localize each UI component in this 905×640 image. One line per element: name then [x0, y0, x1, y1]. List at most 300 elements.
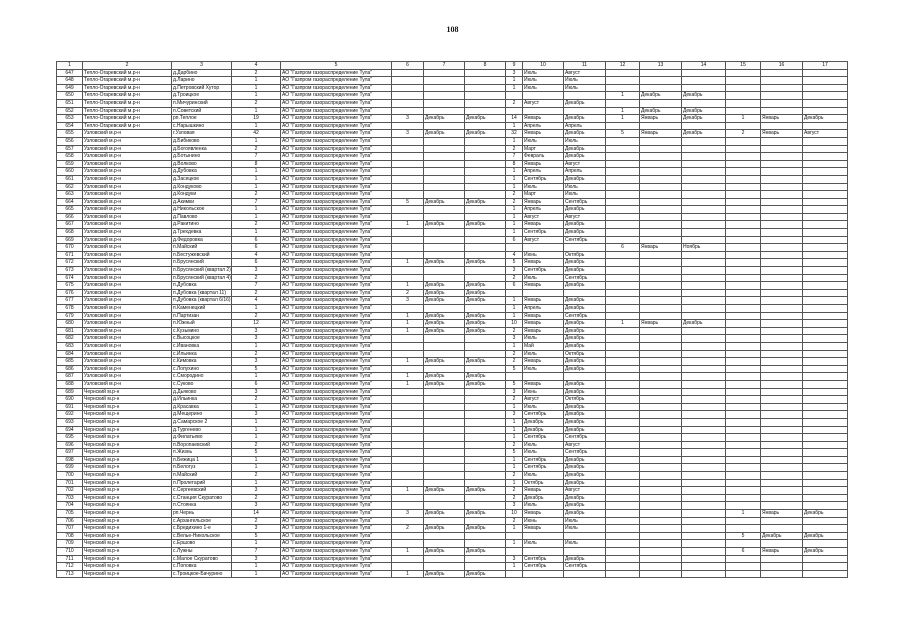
table-cell [682, 297, 726, 305]
table-cell [803, 92, 848, 100]
table-cell [803, 175, 848, 183]
table-cell [506, 244, 523, 252]
table-cell: 705 [57, 510, 83, 518]
table-cell [761, 206, 803, 214]
table-cell [424, 540, 465, 548]
table-cell [726, 426, 761, 434]
table-cell [803, 464, 848, 472]
table-cell: Чернский м.р-н [83, 563, 172, 571]
table-cell [803, 472, 848, 480]
table-cell: 5 [232, 365, 281, 373]
table-cell: 1 [232, 107, 281, 115]
table-cell [726, 236, 761, 244]
table-cell [640, 494, 682, 502]
table-cell [682, 335, 726, 343]
table-cell: 1 [232, 137, 281, 145]
table-cell: АО "Газпром газораспределение Тула" [281, 251, 392, 259]
table-cell: Тепло-Огаревский м.р-н [83, 99, 172, 107]
table-cell: с.Архангельское [172, 517, 232, 525]
table-cell: Июль [523, 449, 564, 457]
table-row [57, 426, 848, 434]
table-cell [761, 411, 803, 419]
table-cell [726, 320, 761, 328]
table-cell: 711 [57, 555, 83, 563]
table-cell: 668 [57, 229, 83, 237]
table-cell [523, 289, 564, 297]
table-cell: д.Троицкое [172, 92, 232, 100]
table-cell [803, 229, 848, 237]
table-cell: 1 [232, 183, 281, 191]
table-cell: г.Узловая [172, 130, 232, 138]
table-cell [392, 411, 424, 419]
table-cell: Сентябрь [564, 563, 606, 571]
table-cell: д.Дубовка [172, 168, 232, 176]
table-cell: с.Кузьмино [172, 327, 232, 335]
table-cell: 673 [57, 267, 83, 275]
table-cell [392, 99, 424, 107]
column-header: 11 [564, 62, 606, 70]
table-cell: п.Белогуз [172, 464, 232, 472]
table-cell: Июль [523, 274, 564, 282]
table-cell: 706 [57, 517, 83, 525]
table-cell: 1 [606, 107, 640, 115]
table-cell: д.Акимки [172, 198, 232, 206]
table-cell [761, 570, 803, 578]
table-cell [761, 297, 803, 305]
table-cell [682, 426, 726, 434]
table-cell: Декабрь [523, 494, 564, 502]
table-cell [640, 168, 682, 176]
table-cell [726, 388, 761, 396]
table-cell: 1 [392, 548, 424, 556]
table-cell: Декабрь [564, 502, 606, 510]
table-cell [392, 441, 424, 449]
table-cell [682, 342, 726, 350]
table-cell: Июль [564, 540, 606, 548]
table-cell: д.Ларино [172, 77, 232, 85]
table-cell [424, 365, 465, 373]
table-cell: АО "Газпром газораспределение Тула" [281, 510, 392, 518]
table-cell [392, 145, 424, 153]
table-cell: АО "Газпром газораспределение Тула" [281, 137, 392, 145]
column-header: 5 [281, 62, 392, 70]
table-cell: Декабрь [564, 267, 606, 275]
table-row [57, 403, 848, 411]
table-cell: 6 [232, 236, 281, 244]
table-cell: 1 [232, 168, 281, 176]
table-cell: Декабрь [465, 320, 506, 328]
table-cell: Июль [523, 350, 564, 358]
table-cell: 3 [232, 411, 281, 419]
table-cell: Сентябрь [523, 456, 564, 464]
table-cell [803, 563, 848, 571]
table-cell: Узловский м.р-н [83, 335, 172, 343]
table-cell [726, 213, 761, 221]
table-cell: Июнь [523, 517, 564, 525]
table-cell [803, 502, 848, 510]
table-cell: 3 [392, 510, 424, 518]
table-cell [465, 153, 506, 161]
table-cell: 666 [57, 213, 83, 221]
table-cell [606, 160, 640, 168]
table-cell: 2 [232, 472, 281, 480]
table-cell [640, 213, 682, 221]
table-cell [564, 244, 606, 252]
table-cell: Январь [523, 297, 564, 305]
table-cell: рп.Теплое [172, 115, 232, 123]
table-cell [682, 563, 726, 571]
table-cell [506, 92, 523, 100]
table-cell [726, 555, 761, 563]
table-cell [523, 570, 564, 578]
table-cell: Чернский м.р-н [83, 411, 172, 419]
table-cell: 3 [392, 115, 424, 123]
table-cell [803, 267, 848, 275]
table-cell: с.Кимовка [172, 358, 232, 366]
table-cell [803, 282, 848, 290]
table-cell [606, 251, 640, 259]
table-cell: 647 [57, 69, 83, 77]
table-row [57, 456, 848, 464]
table-cell [564, 289, 606, 297]
table-cell: 2 [506, 358, 523, 366]
table-cell [761, 259, 803, 267]
table-cell [640, 563, 682, 571]
table-cell: Январь [640, 244, 682, 252]
table-cell: Узловский м.р-н [83, 153, 172, 161]
table-cell: д.Засецкое [172, 175, 232, 183]
table-cell: Декабрь [424, 487, 465, 495]
table-cell [465, 502, 506, 510]
table-cell: Сентябрь [523, 267, 564, 275]
table-cell [682, 153, 726, 161]
table-cell: 1 [606, 92, 640, 100]
table-cell: Декабрь [640, 92, 682, 100]
table-cell [682, 213, 726, 221]
table-cell: Декабрь [424, 282, 465, 290]
table-cell: Чернский м.р-н [83, 487, 172, 495]
table-cell [640, 289, 682, 297]
table-cell: Декабрь [465, 297, 506, 305]
table-cell [682, 358, 726, 366]
table-cell: Декабрь [564, 365, 606, 373]
table-cell [761, 464, 803, 472]
table-cell [726, 251, 761, 259]
table-row [57, 312, 848, 320]
table-cell [803, 191, 848, 199]
table-cell: с.Сергеевский [172, 487, 232, 495]
table-cell: АО "Газпром газораспределение Тула" [281, 92, 392, 100]
table-cell: 1 [506, 175, 523, 183]
table-cell: Чернский м.р-н [83, 464, 172, 472]
table-cell: Тепло-Огаревский м.р-н [83, 122, 172, 130]
table-cell: 690 [57, 396, 83, 404]
table-cell: Декабрь [564, 320, 606, 328]
table-row [57, 449, 848, 457]
table-cell: Январь [523, 130, 564, 138]
table-cell: Декабрь [424, 221, 465, 229]
table-cell [726, 494, 761, 502]
table-cell: Декабрь [803, 510, 848, 518]
table-cell [803, 426, 848, 434]
table-cell [803, 259, 848, 267]
table-cell [606, 487, 640, 495]
table-cell [640, 198, 682, 206]
table-row [57, 388, 848, 396]
table-cell: Январь [523, 380, 564, 388]
table-cell: 6 [606, 244, 640, 252]
table-cell: с.Велье-Никольское [172, 532, 232, 540]
table-cell [803, 540, 848, 548]
table-cell [682, 510, 726, 518]
table-cell: п.Майский [172, 244, 232, 252]
table-cell: 1 [506, 563, 523, 571]
table-cell [606, 373, 640, 381]
table-cell [392, 107, 424, 115]
table-cell [682, 532, 726, 540]
table-cell: 1 [392, 320, 424, 328]
table-cell: Декабрь [682, 320, 726, 328]
table-cell: 2 [506, 191, 523, 199]
table-cell: 702 [57, 487, 83, 495]
table-cell: 1 [506, 312, 523, 320]
table-cell [803, 380, 848, 388]
table-cell: Декабрь [465, 312, 506, 320]
table-cell: 5 [506, 449, 523, 457]
table-cell [803, 517, 848, 525]
column-header: 4 [232, 62, 281, 70]
table-row [57, 191, 848, 199]
column-header: 7 [424, 62, 465, 70]
table-cell: Апрель [523, 305, 564, 313]
table-cell: АО "Газпром газораспределение Тула" [281, 69, 392, 77]
table-cell [640, 373, 682, 381]
table-cell: 648 [57, 77, 83, 85]
table-cell [606, 464, 640, 472]
table-cell: 1 [392, 373, 424, 381]
table-cell: с.Лужны [172, 548, 232, 556]
table-cell: 2 [232, 145, 281, 153]
table-row [57, 221, 848, 229]
table-cell: 693 [57, 418, 83, 426]
table-cell: 2 [232, 441, 281, 449]
table-cell: 7 [232, 282, 281, 290]
table-cell [392, 396, 424, 404]
table-cell [640, 274, 682, 282]
table-cell [465, 403, 506, 411]
table-cell [682, 175, 726, 183]
table-cell: 6 [506, 236, 523, 244]
table-cell: 2 [232, 396, 281, 404]
table-cell [761, 373, 803, 381]
table-cell [392, 244, 424, 252]
table-cell [761, 99, 803, 107]
table-cell [424, 77, 465, 85]
table-cell: 5 [232, 532, 281, 540]
table-cell: АО "Газпром газораспределение Тула" [281, 563, 392, 571]
table-cell [606, 122, 640, 130]
table-cell: Декабрь [564, 380, 606, 388]
table-cell [803, 274, 848, 282]
table-cell [392, 153, 424, 161]
table-cell: Июнь [523, 251, 564, 259]
table-cell: Июль [523, 441, 564, 449]
table-cell [803, 183, 848, 191]
table-cell [682, 540, 726, 548]
table-cell [682, 365, 726, 373]
table-cell [424, 388, 465, 396]
table-cell: Декабрь [465, 221, 506, 229]
table-cell [803, 403, 848, 411]
table-cell [392, 350, 424, 358]
table-cell: 671 [57, 251, 83, 259]
table-cell [726, 380, 761, 388]
table-cell [761, 456, 803, 464]
table-cell [606, 168, 640, 176]
table-cell [682, 449, 726, 457]
table-cell: 679 [57, 312, 83, 320]
table-cell [682, 221, 726, 229]
table-cell [424, 342, 465, 350]
table-cell [424, 494, 465, 502]
table-cell: 1 [232, 464, 281, 472]
table-cell: 5 [606, 130, 640, 138]
table-cell [640, 396, 682, 404]
table-cell: 656 [57, 137, 83, 145]
table-cell: Январь [523, 115, 564, 123]
table-cell [424, 449, 465, 457]
table-cell: п.Брусянский [172, 259, 232, 267]
table-cell [606, 335, 640, 343]
column-header: 10 [523, 62, 564, 70]
table-cell: Январь [523, 358, 564, 366]
table-cell: 695 [57, 434, 83, 442]
table-cell: Август [564, 213, 606, 221]
table-cell: 1 [232, 426, 281, 434]
table-cell: 5 [726, 532, 761, 540]
table-cell: 7 [232, 198, 281, 206]
table-cell [682, 464, 726, 472]
table-cell: Январь [640, 115, 682, 123]
column-header: 6 [392, 62, 424, 70]
table-cell: 655 [57, 130, 83, 138]
table-cell [465, 449, 506, 457]
table-cell [392, 175, 424, 183]
table-cell: 665 [57, 206, 83, 214]
table-cell: Декабрь [564, 411, 606, 419]
table-cell: 14 [506, 115, 523, 123]
table-cell [424, 434, 465, 442]
table-cell: п.Дубовка (квартал 6/16) [173, 297, 231, 304]
table-cell: АО "Газпром газораспределение Тула" [281, 175, 392, 183]
table-cell [523, 373, 564, 381]
table-cell: д.Ботынино [172, 153, 232, 161]
table-cell: 1 [392, 312, 424, 320]
table-cell: 6 [726, 548, 761, 556]
table-row [57, 160, 848, 168]
table-cell: 692 [57, 411, 83, 419]
table-cell [682, 274, 726, 282]
table-cell: 1 [232, 175, 281, 183]
table-cell [726, 297, 761, 305]
table-cell: Декабрь [523, 418, 564, 426]
table-cell: 1 [232, 373, 281, 381]
table-cell [564, 570, 606, 578]
table-cell [803, 107, 848, 115]
table-cell: АО "Газпром газораспределение Тула" [281, 449, 392, 457]
table-cell: 697 [57, 449, 83, 457]
table-cell: 664 [57, 198, 83, 206]
table-cell: 681 [57, 327, 83, 335]
table-cell: 1 [232, 342, 281, 350]
table-cell [761, 327, 803, 335]
table-cell: Январь [761, 510, 803, 518]
table-cell: 1 [506, 213, 523, 221]
table-cell: АО "Газпром газораспределение Тула" [281, 396, 392, 404]
table-cell [640, 153, 682, 161]
table-cell: Тепло-Огаревский м.р-н [83, 84, 172, 92]
table-cell [803, 373, 848, 381]
table-cell [682, 388, 726, 396]
column-header: 15 [726, 62, 761, 70]
table-cell: 654 [57, 122, 83, 130]
table-cell [424, 472, 465, 480]
table-cell [392, 191, 424, 199]
table-row [57, 548, 848, 556]
table-row [57, 297, 848, 305]
table-cell [682, 84, 726, 92]
table-cell [392, 449, 424, 457]
table-cell: Декабрь [424, 320, 465, 328]
table-cell: 3 [232, 502, 281, 510]
table-cell: 1 [506, 525, 523, 533]
table-cell [606, 548, 640, 556]
table-cell [761, 251, 803, 259]
table-cell: 2 [232, 494, 281, 502]
column-header: 8 [465, 62, 506, 70]
table-cell: 2 [506, 517, 523, 525]
table-cell [465, 77, 506, 85]
table-cell: 2 [506, 350, 523, 358]
table-cell [682, 327, 726, 335]
table-cell: 707 [57, 525, 83, 533]
table-cell: п.Каменецкий [172, 305, 232, 313]
table-cell: 2 [726, 130, 761, 138]
table-cell: 3 [232, 525, 281, 533]
table-cell: Сентябрь [523, 229, 564, 237]
table-cell [606, 525, 640, 533]
table-cell: 652 [57, 107, 83, 115]
table-cell [606, 213, 640, 221]
table-cell [424, 206, 465, 214]
table-cell: АО "Газпром газораспределение Тула" [281, 77, 392, 85]
table-cell: Узловский м.р-н [83, 130, 172, 138]
table-cell [640, 77, 682, 85]
table-cell [640, 350, 682, 358]
table-cell: 662 [57, 183, 83, 191]
column-header: 1 [57, 62, 83, 70]
table-cell: Узловский м.р-н [83, 221, 172, 229]
table-cell [640, 229, 682, 237]
table-cell [564, 532, 606, 540]
table-cell: 10 [506, 320, 523, 328]
data-table [56, 61, 848, 578]
table-cell: Декабрь [465, 259, 506, 267]
table-cell: 701 [57, 479, 83, 487]
table-cell [761, 358, 803, 366]
table-cell: АО "Газпром газораспределение Тула" [281, 365, 392, 373]
table-cell: Декабрь [465, 525, 506, 533]
